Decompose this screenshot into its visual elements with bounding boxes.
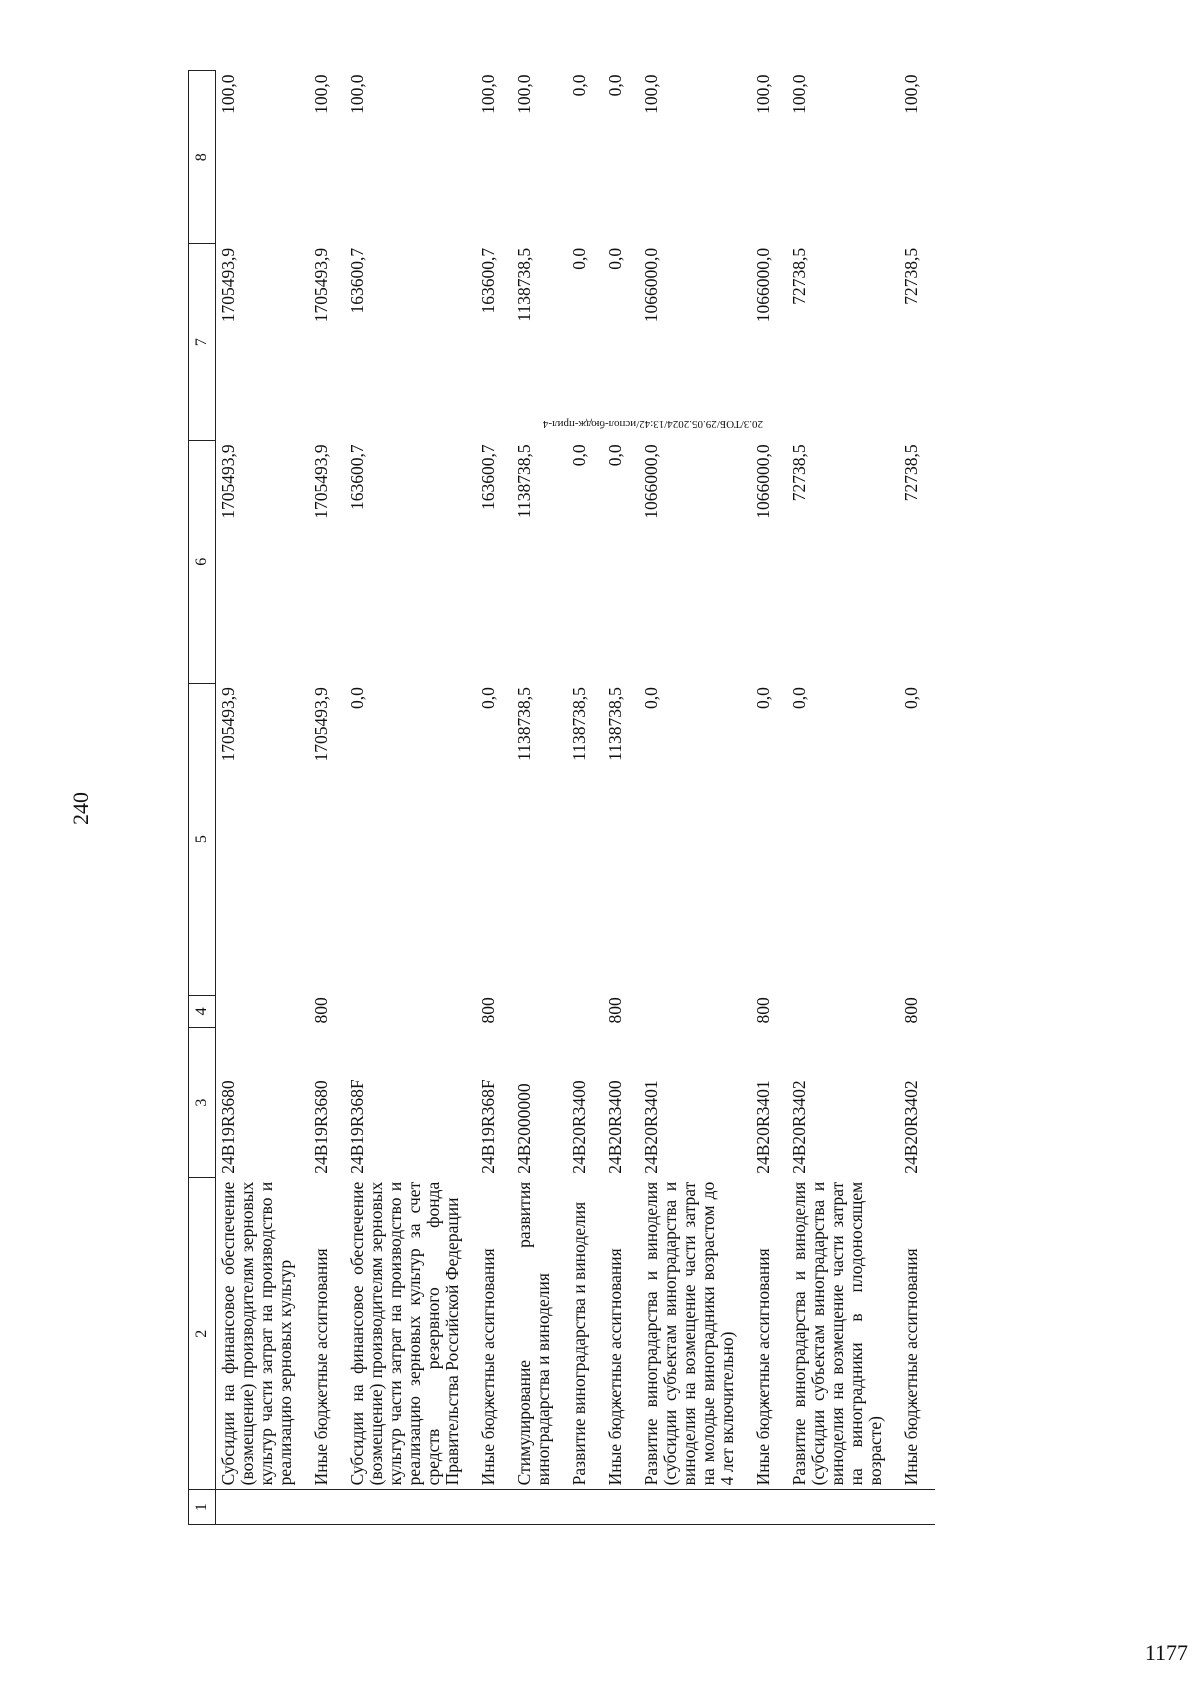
value-cell: 0,0: [605, 247, 625, 270]
value-cell: 0,0: [347, 687, 367, 709]
value-cell: 163600,7: [478, 444, 498, 511]
code-cell: 24В20R3400: [569, 1080, 589, 1174]
description-cell: Иные бюджетные ассигнования: [753, 1248, 773, 1486]
value-cell: 163600,7: [478, 247, 498, 314]
value-cell: 0,0: [478, 687, 498, 709]
value-cell: 0,0: [569, 444, 589, 467]
value-cell: 1066000,0: [641, 444, 661, 519]
code-cell: 24В19R3680: [218, 1080, 238, 1174]
type-cell: 800: [478, 997, 498, 1024]
code-cell: 24В19R368F: [478, 1079, 498, 1174]
description-cell: Иные бюджетные ассигнования: [605, 1248, 625, 1486]
description-cell: Субсидии на финансовое обеспечение (возмещение) производителям зерновых культур части затрат на производство и реализацию зерновых культур за счет средств резервного фонда Правительства Российской Федерации: [347, 1181, 462, 1486]
description-cell: Иные бюджетные ассигнования: [311, 1248, 331, 1486]
type-cell: [787, 995, 899, 1027]
percent-cell: 100,0: [218, 74, 238, 114]
row-number-cell: [512, 1490, 567, 1525]
description-cell: Развитие виноградарства и виноделия (субсидии субъектам виноградарства и виноделия на возмещение части затрат на виноградники в плодоносящем возрасте): [789, 1181, 885, 1486]
table-header: [189, 71, 216, 1525]
percent-cell: 0,0: [605, 74, 625, 97]
percent-cell: 100,0: [514, 74, 534, 114]
table-row: [787, 71, 899, 1525]
table-row: [567, 71, 603, 1525]
value-cell: 0,0: [569, 247, 589, 270]
percent-cell: 0,0: [569, 74, 589, 97]
description-cell: Развитие виноградарства и виноделия (субсидии субъектам виноградарства и виноделия на возмещение части затрат на молодые виноградники возрастом до 4 лет включительно): [641, 1181, 737, 1486]
header-cell: 1: [189, 1490, 216, 1525]
table-row: [216, 71, 310, 1525]
budget-table: [188, 70, 935, 1525]
value-cell: 1705493,9: [218, 444, 238, 519]
type-cell: [345, 995, 476, 1027]
value-cell: 0,0: [641, 687, 661, 709]
percent-cell: 100,0: [901, 74, 921, 114]
footer-stamp: 20.3/ТОБ/29.05.2024/13:42/испол-бюдж-прил-4: [542, 418, 763, 430]
value-cell: 1138738,5: [605, 687, 625, 761]
percent-cell: 100,0: [753, 74, 773, 114]
code-cell: 24В20R3402: [901, 1080, 921, 1174]
code-cell: 24В20R3401: [753, 1080, 773, 1174]
percent-cell: 100,0: [789, 74, 809, 114]
table-row: [345, 71, 476, 1525]
value-cell: 72738,5: [789, 247, 809, 305]
code-cell: 24В20R3400: [605, 1080, 625, 1174]
table-row: [603, 71, 639, 1525]
value-cell: 163600,7: [347, 247, 367, 314]
row-number-cell: [216, 1490, 310, 1525]
header-cell: 6: [189, 440, 216, 683]
type-cell: [512, 995, 567, 1027]
table-row: [639, 71, 751, 1525]
code-cell: 24В20R3402: [789, 1080, 809, 1174]
percent-cell: 100,0: [347, 74, 367, 114]
description-cell: Иные бюджетные ассигнования: [901, 1248, 921, 1486]
table-row: [309, 71, 345, 1525]
value-cell: 72738,5: [901, 444, 921, 502]
header-cell: 8: [189, 71, 216, 244]
type-cell: [567, 995, 603, 1027]
value-cell: 1705493,9: [218, 247, 238, 323]
description-cell: Развитие виноградарства и виноделия: [569, 1201, 589, 1486]
percent-cell: 100,0: [311, 74, 331, 114]
value-cell: 0,0: [605, 444, 625, 467]
row-number-cell: [639, 1490, 751, 1525]
value-cell: 1138738,5: [514, 247, 534, 322]
percent-cell: 100,0: [641, 74, 661, 114]
code-cell: 24В20R3401: [641, 1080, 661, 1174]
value-cell: 1066000,0: [641, 247, 661, 323]
table-row: [512, 71, 567, 1525]
value-cell: 1705493,9: [311, 687, 331, 762]
row-number-cell: [751, 1490, 787, 1525]
row-number-cell: [899, 1490, 935, 1525]
row-number-cell: [476, 1490, 512, 1525]
percent-cell: 100,0: [478, 74, 498, 114]
value-cell: 0,0: [789, 687, 809, 709]
type-cell: [639, 995, 751, 1027]
row-number-cell: [603, 1490, 639, 1525]
value-cell: 1138738,5: [514, 687, 534, 761]
code-cell: 24В2000000: [514, 1083, 534, 1174]
value-cell: 1138738,5: [514, 444, 534, 519]
value-cell: 72738,5: [901, 247, 921, 305]
sheet-number: 240: [68, 792, 93, 825]
row-number-cell: [567, 1490, 603, 1525]
rotated-page-content: [68, 70, 998, 1525]
value-cell: 1138738,5: [569, 687, 589, 761]
header-cell: 5: [189, 683, 216, 995]
value-cell: 163600,7: [347, 444, 367, 511]
description-cell: Субсидии на финансовое обеспечение (возмещение) производителям зерновых культур части затрат на производство и реализацию зерновых культур: [218, 1181, 295, 1486]
type-cell: [216, 995, 310, 1027]
value-cell: 72738,5: [789, 444, 809, 502]
value-cell: 1705493,9: [311, 444, 331, 519]
type-cell: 800: [753, 997, 773, 1024]
value-cell: 0,0: [753, 687, 773, 709]
row-number-cell: [345, 1490, 476, 1525]
table-row: [476, 71, 512, 1525]
table-row: [899, 71, 935, 1525]
type-cell: 800: [311, 997, 331, 1024]
header-cell: 7: [189, 244, 216, 440]
row-number-cell: [309, 1490, 345, 1525]
header-cell: 3: [189, 1028, 216, 1178]
value-cell: 1066000,0: [753, 247, 773, 323]
code-cell: 24В19R3680: [311, 1080, 331, 1174]
header-row: [189, 71, 216, 1525]
value-cell: 1705493,9: [311, 247, 331, 323]
type-cell: 800: [605, 997, 625, 1024]
code-cell: 24В19R368F: [347, 1079, 367, 1174]
value-cell: 0,0: [901, 687, 921, 709]
table-body: [216, 71, 936, 1525]
value-cell: 1066000,0: [753, 444, 773, 519]
type-cell: 800: [901, 997, 921, 1024]
value-cell: 1705493,9: [218, 687, 238, 762]
page-number: 1177: [1144, 1640, 1188, 1665]
description-cell: Иные бюджетные ассигнования: [478, 1248, 498, 1486]
description-cell: Стимулирование развития виноградарства и виноделия: [514, 1181, 553, 1486]
header-cell: 2: [189, 1178, 216, 1490]
table-row: [751, 71, 787, 1525]
header-cell: 4: [189, 995, 216, 1027]
row-number-cell: [787, 1490, 899, 1525]
